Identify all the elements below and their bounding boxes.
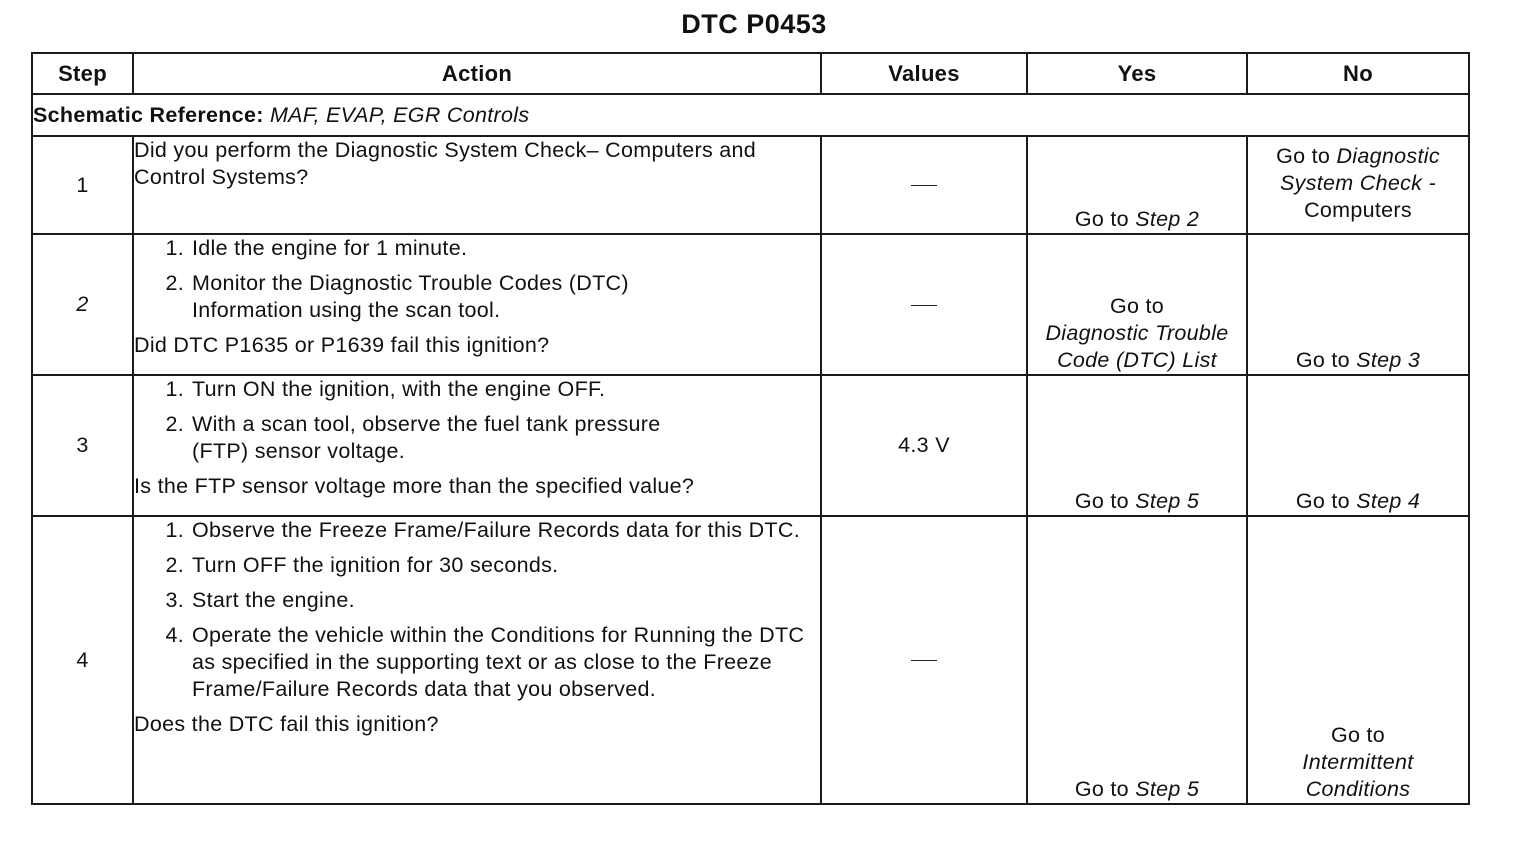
list-item: [134, 411, 820, 465]
step-number: 4: [32, 516, 133, 804]
item-number: 1.: [165, 236, 184, 260]
yes-cell: [1027, 234, 1247, 375]
action-cell: [133, 516, 821, 804]
item-text: Idle the engine for 1 minute.: [192, 236, 468, 260]
list-item: [134, 376, 820, 403]
no-cell: [1247, 136, 1469, 234]
header-action: Action: [133, 53, 821, 94]
yes-cell: [1027, 516, 1247, 804]
yes-link[interactable]: Step 5: [1135, 777, 1200, 801]
yes-cell: [1027, 136, 1247, 234]
item-number: 3.: [165, 588, 184, 612]
header-no: No: [1247, 53, 1469, 94]
action-cell: [133, 136, 821, 234]
list-item: [134, 517, 820, 544]
diagnostic-table: [31, 52, 1470, 805]
table-row: [32, 136, 1469, 234]
em-dash: [911, 660, 937, 661]
header-step: Step: [32, 53, 133, 94]
item-text: Turn OFF the ignition for 30 seconds.: [192, 553, 559, 577]
list-item: [134, 552, 820, 579]
value-cell: 4.3 V: [821, 375, 1027, 516]
schematic-label: Schematic Reference:: [33, 102, 264, 127]
schematic-value: MAF, EVAP, EGR Controls: [269, 102, 530, 127]
item-number: 2.: [165, 271, 184, 295]
yes-prefix: Go to: [1109, 294, 1165, 318]
no-cell: [1247, 375, 1469, 516]
item-text: Turn ON the ignition, with the engine OFF.: [192, 377, 606, 401]
instruction-list: [134, 235, 820, 324]
value-cell: [821, 136, 1027, 234]
no-prefix: Go to: [1295, 489, 1350, 513]
page-title: DTC P0453: [681, 9, 827, 39]
instruction-list: [134, 517, 820, 703]
yes-prefix: Go to: [1074, 489, 1129, 513]
step-question: Did you perform the Diagnostic System Check– Computers and Control Systems?: [134, 138, 757, 189]
list-item: [134, 587, 820, 614]
item-number: 2.: [165, 553, 184, 577]
step-question: Did DTC P1635 or P1639 fail this ignition?: [134, 333, 550, 357]
no-suffix: Computers: [1304, 198, 1412, 222]
no-link[interactable]: Step 3: [1356, 348, 1421, 372]
action-cell: [133, 234, 821, 375]
value-cell: [821, 234, 1027, 375]
value-cell: [821, 516, 1027, 804]
list-item: [134, 235, 820, 262]
no-prefix: Go to: [1295, 348, 1350, 372]
step-number-text: 2: [76, 292, 89, 316]
no-prefix: Go to: [1330, 723, 1386, 747]
step-question: Is the FTP sensor voltage more than the specified value?: [134, 474, 695, 498]
no-cell: [1247, 516, 1469, 804]
step-number: 3: [32, 375, 133, 516]
item-text: Start the engine.: [192, 588, 355, 612]
em-dash: [911, 305, 937, 306]
step-number: [32, 234, 133, 375]
step-number: 1: [32, 136, 133, 234]
yes-link[interactable]: Step 2: [1135, 207, 1200, 231]
list-item: [134, 270, 820, 324]
no-link[interactable]: Step 4: [1356, 489, 1421, 513]
no-cell: [1247, 234, 1469, 375]
item-text: With a scan tool, observe the fuel tank pressure (FTP) sensor voltage.: [192, 412, 661, 463]
item-number: 1.: [165, 518, 184, 542]
yes-link[interactable]: Step 5: [1135, 489, 1200, 513]
table-row: [32, 234, 1469, 375]
yes-link[interactable]: Diagnostic Trouble Code (DTC) List: [1045, 321, 1229, 372]
item-number: 2.: [165, 412, 184, 436]
table-row: [32, 375, 1469, 516]
yes-cell: [1027, 375, 1247, 516]
step-question: Does the DTC fail this ignition?: [134, 712, 439, 736]
header-row: [32, 53, 1469, 94]
no-prefix: Go to: [1276, 144, 1331, 168]
schematic-row: [32, 94, 1469, 136]
item-number: 1.: [165, 377, 184, 401]
item-number: 4.: [165, 623, 184, 647]
yes-prefix: Go to: [1074, 777, 1129, 801]
item-text: Operate the vehicle within the Conditions for Running the DTC as specified in the supporting text or as close to the Freeze Frame/Failure Records data that you observed.: [192, 623, 805, 701]
item-text: Observe the Freeze Frame/Failure Records data for this DTC.: [192, 518, 800, 542]
list-item: [134, 622, 820, 703]
no-link[interactable]: Intermittent Conditions: [1302, 750, 1414, 801]
item-text: Monitor the Diagnostic Trouble Codes (DTC) Information using the scan tool.: [192, 271, 629, 322]
action-cell: [133, 375, 821, 516]
yes-prefix: Go to: [1074, 207, 1129, 231]
schematic-reference: [32, 94, 1469, 136]
no-link[interactable]: Diagnostic System Check -: [1280, 144, 1440, 195]
header-yes: Yes: [1027, 53, 1247, 94]
table-row: [32, 516, 1469, 804]
em-dash: [911, 185, 937, 186]
header-values: Values: [821, 53, 1027, 94]
instruction-list: [134, 376, 820, 465]
